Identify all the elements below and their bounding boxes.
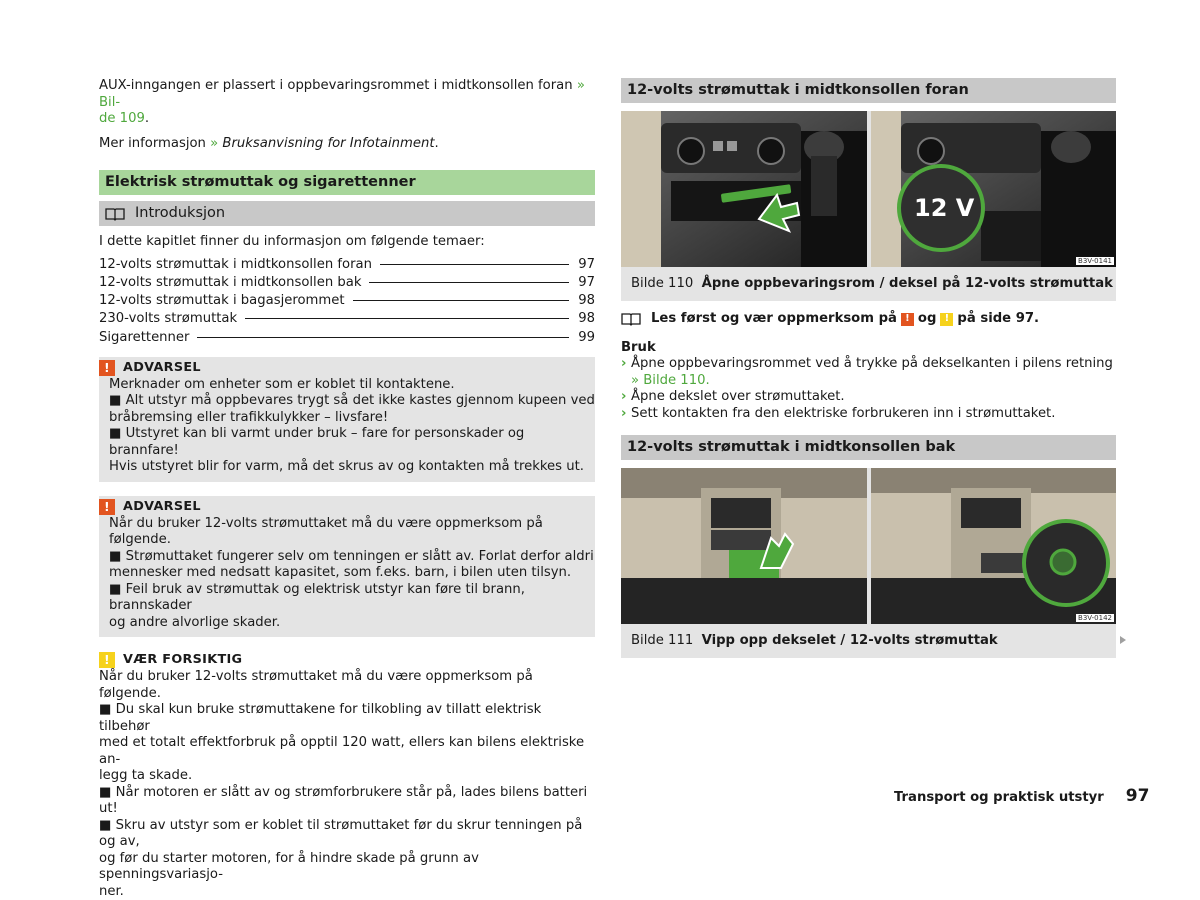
more-info-paragraph: Mer informasjon » Bruksanvisning for Infotainment. xyxy=(99,135,439,151)
figure-code: B3V-0142 xyxy=(1078,614,1112,622)
toc-item[interactable]: 12-volts strømuttak i bagasjerommet 98 xyxy=(99,293,595,309)
more-info-ref-arrow[interactable]: » xyxy=(210,135,219,151)
aux-paragraph: AUX-inngangen er plassert i oppbevaringsrommet i midtkonsollen foran » Bil- de 109. xyxy=(99,78,585,126)
toc-item[interactable]: 230-volts strømuttak 98 xyxy=(99,311,595,327)
usage-heading: Bruk xyxy=(621,339,656,355)
section-title-rear: 12-volts strømuttak i midtkonsollen bak xyxy=(621,435,1116,460)
voltage-badge: 12 V xyxy=(914,194,975,222)
console-rear-image-right xyxy=(871,468,1116,624)
instruction-step: › Åpne oppbevaringsrommet ved å trykke på dekselkanten i pilens retning xyxy=(621,356,1113,371)
instruction-step: › Sett kontakten fra den elektriske forbrukeren inn i strømuttaket. xyxy=(621,405,1056,421)
read-first-note: Les først og vær oppmerksom på ! og ! på side 97. xyxy=(621,311,1116,328)
console-rear-image-left xyxy=(621,468,867,624)
warning-header: ! ADVARSEL xyxy=(99,359,595,377)
toc-item[interactable]: 12-volts strømuttak i midtkonsollen bak 97 xyxy=(99,274,595,290)
page-number: 97 xyxy=(1125,786,1150,806)
warning-icon: ! xyxy=(99,360,115,376)
warning-header: ! ADVARSEL xyxy=(99,498,595,516)
more-info-ref[interactable]: Bruksanvisning for Infotainment xyxy=(222,135,435,151)
right-column xyxy=(621,78,1116,658)
console-front-image-right xyxy=(871,111,1116,267)
intro-title: Introduksjon xyxy=(135,205,226,221)
toc-item[interactable]: 12-volts strømuttak i midtkonsollen foran 97 xyxy=(99,256,595,272)
figure-code: B3V-0141 xyxy=(1078,257,1112,265)
intro-text: I dette kapitlet finner du informasjon om følgende temaer: xyxy=(99,234,485,249)
aux-ref-link-cont[interactable]: de 109 xyxy=(99,111,145,126)
warning-box: ! ADVARSEL Merknader om enheter som er koblet til kontaktene. ■ Alt utstyr må oppbevares trygt så det ikke kastes gjennom kupeen ved bråbremsing eller trafikkulykker – livsfare! ■ Utstyret kan bli varmt under bruk – fare for personskader og brannfare! Hvis utstyret blir for varm, må det skrus av og kontakten må trekkes ut. xyxy=(99,357,595,482)
caution-box: ! VÆR FORSIKTIG Når du bruker 12-volts strømuttaket må du være oppmerksom på følgende. ■ Du skal kun bruke strømuttakene for tilkobling av tillatt elektrisk tilbehør med et totalt effektforbruk på opptil 120 watt, ellers kan bilens elektriske an- legg ta skade. ■ Når motoren er slått av og strømforbrukere står på, lades bilens batteri ut! ■ Skru av utstyr som er koblet til strømuttaket før du skrur tenningen på og av, og før du starter motoren, for å hindre skade på grunn av spenningsvariasjo- ner. xyxy=(99,651,595,900)
figure-110 xyxy=(621,111,1116,301)
warning-box: ! ADVARSEL Når du bruker 12-volts strømuttaket må du være oppmerksom på følgende. ■ Strømuttaket fungerer selv om tenningen er slått av. Forlat derfor aldri mennesker med nedsatt kapasitet, som f.eks. barn, i bilen uten tilsyn. ■ Feil bruk av strømuttak og elektrisk utstyr kan føre til brann, brannskader og andre alvorlige skader. xyxy=(99,496,595,638)
figure-caption: Bilde 111 Vipp opp dekselet / 12-volts strømuttak xyxy=(631,633,998,648)
left-column xyxy=(99,78,595,900)
caution-square-icon: ! xyxy=(940,313,953,326)
footer-title: Transport og praktisk utstyr xyxy=(894,790,1104,805)
instruction-step-cont xyxy=(621,373,1116,390)
step-arrow-icon: › xyxy=(621,389,627,404)
intro-header xyxy=(99,201,595,226)
continue-arrow-icon xyxy=(1120,636,1126,644)
figure-ref-link[interactable]: » Bilde 110. xyxy=(631,372,710,388)
book-icon xyxy=(105,207,125,221)
aux-ref-link[interactable]: » Bil- xyxy=(99,78,585,110)
caution-icon: ! xyxy=(99,652,115,668)
warning-icon: ! xyxy=(99,499,115,515)
aux-text: AUX-inngangen er plassert i oppbevaringsrommet i midtkonsollen foran xyxy=(99,78,573,93)
figure-111 xyxy=(621,468,1116,658)
book-icon xyxy=(621,312,641,326)
section-title-front: 12-volts strømuttak i midtkonsollen foran xyxy=(621,78,1116,103)
instruction-step: › Åpne dekslet over strømuttaket. xyxy=(621,389,845,404)
section-title: Elektrisk strømuttak og sigarettenner xyxy=(99,170,595,195)
warning-square-icon: ! xyxy=(901,313,914,326)
step-arrow-icon: › xyxy=(621,405,627,421)
console-front-image-left xyxy=(621,111,867,267)
page-footer xyxy=(894,788,1149,807)
step-arrow-icon: › xyxy=(621,356,627,371)
toc-item[interactable]: Sigarettenner 99 xyxy=(99,329,595,345)
caution-header: ! VÆR FORSIKTIG xyxy=(99,651,595,669)
toc-list xyxy=(99,257,595,348)
figure-caption: Bilde 110 Åpne oppbevaringsrom / deksel på 12-volts strømuttak xyxy=(631,276,1113,291)
